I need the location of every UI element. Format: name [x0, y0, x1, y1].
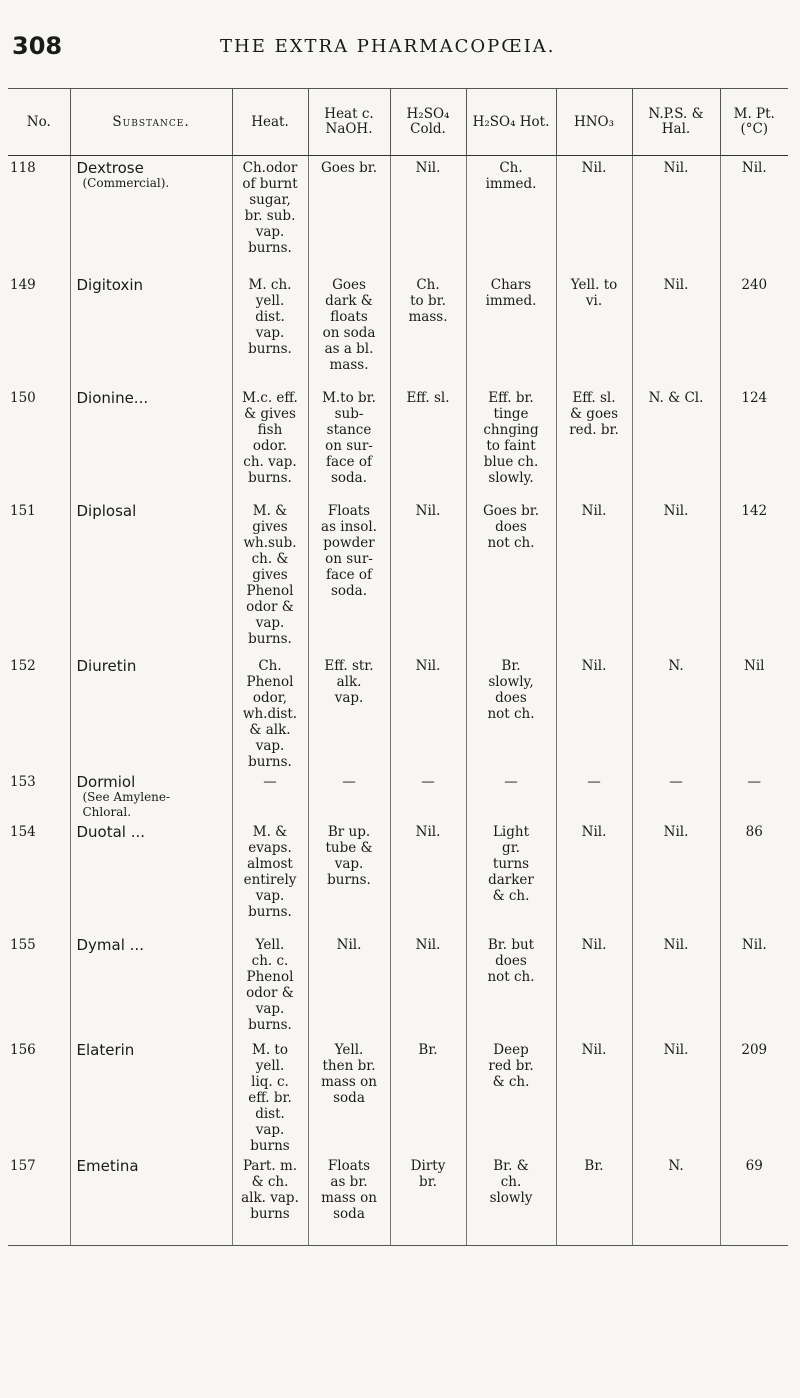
cell-value-heat_naoh: M.to br. sub- stance on sur- face of soda. [322, 389, 376, 486]
cell-no [8, 770, 70, 820]
cell-h2so4_hot [466, 1154, 556, 1246]
column-label-mpt: M. Pt. (°C) [733, 106, 775, 137]
cell-h2so4_cold [390, 273, 466, 386]
cell-no [8, 933, 70, 1038]
table-row [8, 820, 788, 933]
cell-h2so4_cold [390, 654, 466, 770]
cell-value-hno3: Yell. to vi. [570, 276, 618, 309]
cell-heat [232, 654, 308, 770]
cell-mpt [720, 499, 788, 654]
cell-value-h2so4_cold: Nil. [415, 160, 441, 176]
cell-heat_naoh [308, 654, 390, 770]
substance-name: Duotal ... [76, 822, 146, 841]
table-row [8, 933, 788, 1038]
cell-nps_hal [632, 933, 720, 1038]
column-header-hno3 [556, 89, 632, 156]
cell-value-h2so4_hot: Ch. immed. [485, 160, 537, 192]
cell-value-mpt: Nil [744, 657, 765, 674]
cell-h2so4_cold [390, 1154, 466, 1246]
cell-value-heat: Ch. Phenol odor, wh.dist. & alk. vap. burns. [242, 657, 298, 770]
cell-nps_hal [632, 156, 720, 273]
cell-heat [232, 770, 308, 820]
substance-name: Elaterin [76, 1040, 135, 1059]
cell-no [8, 1038, 70, 1154]
cell-hno3 [556, 1038, 632, 1154]
cell-hno3 [556, 156, 632, 273]
cell-value-h2so4_hot: Chars immed. [485, 276, 537, 309]
substance-tests-table [8, 88, 788, 1246]
cell-no [8, 499, 70, 654]
cell-value-heat_naoh: Nil. [336, 936, 362, 953]
table-row [8, 386, 788, 499]
cell-hno3 [556, 499, 632, 654]
cell-value-heat_naoh: — [342, 773, 356, 790]
table-row [8, 654, 788, 770]
cell-h2so4_hot [466, 770, 556, 820]
cell-value-heat_naoh: Floats as insol. powder on sur- face of soda. [321, 502, 377, 599]
cell-value-nps_hal: Nil. [663, 823, 689, 840]
substance-name: Dormiol [76, 772, 136, 791]
cell-h2so4_cold [390, 820, 466, 933]
column-label-nps_hal: N.P.S. & Hal. [648, 106, 704, 137]
cell-value-no: 118 [10, 160, 36, 176]
cell-value-no: 149 [10, 276, 36, 293]
cell-value-h2so4_cold: Ch. to br. mass. [408, 276, 448, 325]
column-label-substance: Substance. [112, 113, 190, 130]
cell-heat_naoh [308, 1038, 390, 1154]
cell-hno3 [556, 1154, 632, 1246]
cell-hno3 [556, 820, 632, 933]
cell-h2so4_hot [466, 654, 556, 770]
cell-nps_hal [632, 654, 720, 770]
cell-hno3 [556, 933, 632, 1038]
cell-value-h2so4_cold: Eff. sl. [406, 389, 450, 406]
cell-substance [70, 156, 232, 273]
header-row [8, 89, 788, 156]
cell-heat_naoh [308, 770, 390, 820]
substance-name: Dextrose [76, 159, 144, 177]
cell-no [8, 386, 70, 499]
table-row [8, 156, 788, 273]
cell-substance [70, 499, 232, 654]
cell-value-heat_naoh: Floats as br. mass on soda [321, 1157, 377, 1222]
cell-h2so4_cold [390, 499, 466, 654]
substance-name: Emetina [76, 1156, 139, 1175]
cell-nps_hal [632, 499, 720, 654]
table-row [8, 499, 788, 654]
cell-heat [232, 273, 308, 386]
cell-nps_hal [632, 273, 720, 386]
cell-nps_hal [632, 820, 720, 933]
cell-value-no: 150 [10, 389, 36, 406]
table-body [8, 156, 788, 1246]
column-header-h2so4_hot [466, 89, 556, 156]
cell-h2so4_cold [390, 770, 466, 820]
cell-heat_naoh [308, 386, 390, 499]
cell-value-h2so4_cold: Nil. [415, 657, 441, 674]
column-label-heat_naoh: Heat c. NaOH. [324, 106, 374, 137]
cell-h2so4_hot [466, 1038, 556, 1154]
cell-value-no: 153 [10, 773, 36, 790]
cell-value-h2so4_hot: Goes br. does not ch. [482, 502, 540, 551]
cell-substance [70, 386, 232, 499]
cell-value-hno3: Nil. [581, 502, 607, 519]
cell-substance [70, 1038, 232, 1154]
cell-value-heat: M. to yell. liq. c. eff. br. dist. vap. burns [248, 1041, 292, 1154]
column-header-mpt [720, 89, 788, 156]
cell-h2so4_cold [390, 386, 466, 499]
cell-value-hno3: — [587, 773, 601, 790]
column-label-hno3: HNO₃ [573, 113, 615, 130]
cell-nps_hal [632, 1038, 720, 1154]
cell-value-h2so4_hot: Br. & ch. slowly [489, 1157, 533, 1206]
cell-h2so4_cold [390, 156, 466, 273]
cell-value-mpt: 240 [741, 276, 768, 293]
column-header-nps_hal [632, 89, 720, 156]
cell-value-heat_naoh: Br up. tube & vap. burns. [325, 823, 373, 888]
cell-value-hno3: Nil. [581, 823, 607, 840]
substance-name: Dymal ... [76, 935, 144, 954]
cell-nps_hal [632, 770, 720, 820]
cell-value-h2so4_hot: Br. slowly, does not ch. [487, 657, 535, 722]
cell-nps_hal [632, 386, 720, 499]
cell-heat_naoh [308, 820, 390, 933]
cell-value-no: 151 [10, 502, 36, 519]
cell-value-mpt: 124 [741, 389, 768, 406]
cell-value-h2so4_hot: Deep red br. & ch. [488, 1041, 534, 1090]
cell-h2so4_hot [466, 156, 556, 273]
cell-value-no: 152 [10, 657, 36, 674]
cell-value-heat: M.c. eff. & gives fish odor. ch. vap. burns. [242, 389, 298, 486]
cell-heat_naoh [308, 933, 390, 1038]
page-header [0, 30, 800, 70]
cell-value-heat: Yell. ch. c. Phenol odor & vap. burns. [246, 936, 294, 1033]
cell-value-heat: M. & evaps. almost entirely vap. burns. [243, 823, 297, 920]
cell-heat [232, 386, 308, 499]
cell-value-h2so4_cold: Nil. [415, 936, 441, 953]
cell-value-mpt: 69 [745, 1157, 763, 1174]
cell-value-nps_hal: Nil. [663, 160, 689, 176]
cell-value-hno3: Nil. [581, 1041, 607, 1058]
cell-h2so4_hot [466, 386, 556, 499]
cell-substance [70, 770, 232, 820]
cell-heat_naoh [308, 156, 390, 273]
cell-h2so4_hot [466, 499, 556, 654]
cell-heat [232, 1154, 308, 1246]
cell-substance [70, 820, 232, 933]
cell-no [8, 273, 70, 386]
cell-value-nps_hal: Nil. [663, 276, 689, 293]
cell-no [8, 1154, 70, 1246]
cell-mpt [720, 1038, 788, 1154]
cell-heat_naoh [308, 273, 390, 386]
cell-nps_hal [632, 1154, 720, 1246]
cell-substance [70, 933, 232, 1038]
cell-value-heat_naoh: Goes dark & floats on soda as a bl. mass. [322, 276, 376, 373]
cell-value-mpt: 209 [741, 1041, 768, 1058]
cell-mpt [720, 820, 788, 933]
column-label-heat: Heat. [251, 113, 289, 130]
cell-heat_naoh [308, 1154, 390, 1246]
table-row [8, 273, 788, 386]
cell-value-heat: Ch.odor of burnt sugar, br. sub. vap. burns. [242, 160, 298, 256]
cell-h2so4_hot [466, 820, 556, 933]
cell-value-h2so4_hot: — [504, 773, 518, 790]
cell-no [8, 820, 70, 933]
cell-heat [232, 820, 308, 933]
cell-mpt [720, 273, 788, 386]
running-title: THE EXTRA PHARMACOPŒIA. [220, 36, 556, 57]
cell-h2so4_hot [466, 273, 556, 386]
cell-value-h2so4_hot: Br. but does not ch. [487, 936, 535, 985]
column-label-h2so4_cold: H₂SO₄ Cold. [406, 106, 450, 137]
cell-h2so4_cold [390, 1038, 466, 1154]
cell-value-mpt: — [747, 773, 761, 790]
column-label-h2so4_hot: H₂SO₄ Hot. [472, 113, 550, 130]
cell-value-heat: Part. m. & ch. alk. vap. burns [241, 1157, 299, 1222]
column-header-no [8, 89, 70, 156]
cell-mpt [720, 933, 788, 1038]
column-header-heat [232, 89, 308, 156]
substance-name: Diplosal [76, 501, 137, 520]
cell-mpt [720, 654, 788, 770]
cell-heat [232, 933, 308, 1038]
cell-h2so4_hot [466, 933, 556, 1038]
cell-value-mpt: Nil. [741, 936, 767, 953]
cell-value-heat: — [263, 773, 277, 790]
cell-value-hno3: Eff. sl. & goes red. br. [569, 389, 619, 438]
cell-mpt [720, 386, 788, 499]
cell-value-nps_hal: N. [668, 1157, 684, 1174]
cell-value-hno3: Br. [584, 1157, 604, 1174]
cell-h2so4_cold [390, 933, 466, 1038]
cell-value-h2so4_hot: Eff. br. tinge chnging to faint blue ch. slowly. [483, 389, 539, 486]
cell-value-heat: M. ch. yell. dist. vap. burns. [248, 276, 292, 357]
cell-hno3 [556, 770, 632, 820]
cell-value-h2so4_cold: Nil. [415, 502, 441, 519]
substance-note: (Commercial). [82, 176, 170, 190]
column-header-substance [70, 89, 232, 156]
cell-value-heat_naoh: Goes br. [320, 160, 378, 176]
cell-mpt [720, 770, 788, 820]
cell-no [8, 156, 70, 273]
cell-value-heat_naoh: Eff. str. alk. vap. [324, 657, 374, 706]
cell-no [8, 654, 70, 770]
cell-value-heat_naoh: Yell. then br. mass on soda [321, 1041, 377, 1106]
cell-value-mpt: 142 [741, 502, 768, 519]
column-label-no: No. [26, 113, 51, 130]
table-row [8, 1154, 788, 1246]
cell-value-h2so4_cold: — [421, 773, 435, 790]
column-header-heat_naoh [308, 89, 390, 156]
cell-mpt [720, 1154, 788, 1246]
cell-value-h2so4_hot: Light gr. turns darker & ch. [488, 823, 534, 904]
cell-value-hno3: Nil. [581, 657, 607, 674]
substance-name: Dionine... [76, 388, 149, 407]
cell-value-mpt: 86 [745, 823, 763, 840]
cell-substance [70, 654, 232, 770]
cell-value-hno3: Nil. [581, 160, 607, 176]
cell-value-nps_hal: Nil. [663, 936, 689, 953]
cell-value-nps_hal: N. & Cl. [648, 389, 704, 406]
substance-note: (See Amylene- Chloral. [82, 789, 171, 819]
cell-mpt [720, 156, 788, 273]
cell-hno3 [556, 273, 632, 386]
cell-hno3 [556, 386, 632, 499]
cell-value-heat: M. & gives wh.sub. ch. & gives Phenol odor & vap. burns. [243, 502, 297, 647]
cell-heat [232, 156, 308, 273]
page-number: 308 [12, 32, 63, 60]
table-row [8, 1038, 788, 1154]
cell-heat_naoh [308, 499, 390, 654]
cell-value-nps_hal: Nil. [663, 1041, 689, 1058]
cell-value-nps_hal: N. [668, 657, 684, 674]
cell-value-h2so4_cold: Nil. [415, 823, 441, 840]
table-row [8, 770, 788, 820]
cell-substance [70, 1154, 232, 1246]
cell-value-nps_hal: Nil. [663, 502, 689, 519]
cell-value-no: 157 [10, 1157, 36, 1174]
cell-value-h2so4_cold: Br. [418, 1041, 438, 1058]
cell-value-no: 156 [10, 1041, 36, 1058]
cell-value-no: 155 [10, 936, 36, 953]
cell-substance [70, 273, 232, 386]
cell-value-mpt: Nil. [741, 160, 767, 176]
substance-name: Digitoxin [76, 275, 144, 294]
column-header-h2so4_cold [390, 89, 466, 156]
cell-value-hno3: Nil. [581, 936, 607, 953]
substance-name: Diuretin [76, 656, 137, 675]
cell-value-no: 154 [10, 823, 36, 840]
cell-value-nps_hal: — [669, 773, 683, 790]
cell-heat [232, 499, 308, 654]
cell-heat [232, 1038, 308, 1154]
cell-value-h2so4_cold: Dirty br. [410, 1157, 446, 1190]
cell-hno3 [556, 654, 632, 770]
